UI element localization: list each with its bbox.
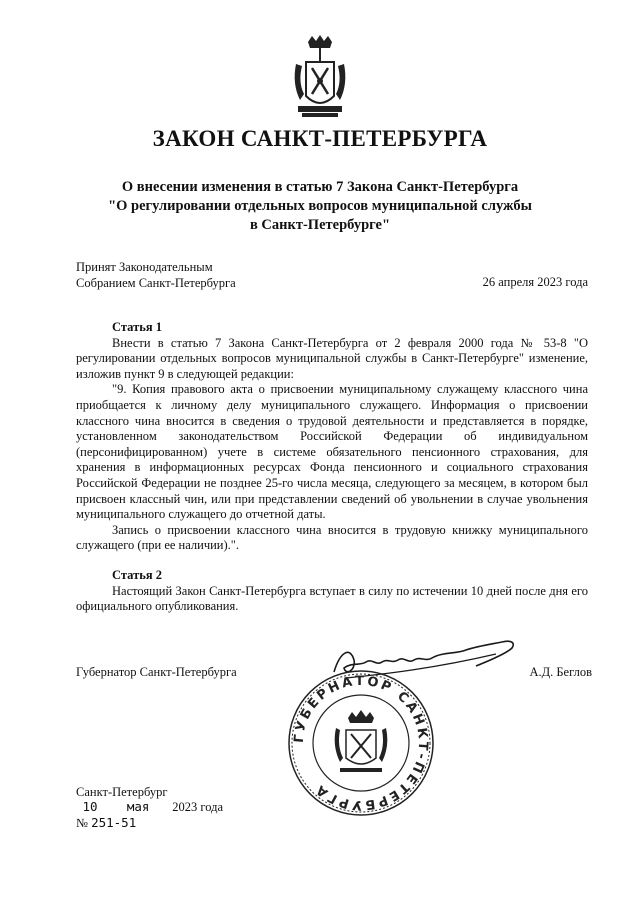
governor-name: А.Д. Беглов	[529, 665, 592, 679]
article-2-heading: Статья 2	[112, 567, 162, 582]
document-title: ЗАКОН САНКТ-ПЕТЕРБУРГА	[152, 126, 488, 151]
signing-year: 2023 года	[172, 800, 223, 814]
article-2-text: Настоящий Закон Санкт-Петербурга вступает в силу по истечении 10 дней после дня его официального опубликования.	[76, 583, 588, 614]
article-1-intro: Внести в статью 7 Закона Санкт-Петербурга от 2 февраля 2000 года № 53-8 "О регулировании отдельных вопросов муниципальной службы в Санкт-Петербурге" изменение, изложив пункт 9 в следующей редакции:	[76, 335, 588, 381]
article-1-paragraph-2: Запись о присвоении классного чина вносится в трудовую книжку муниципального служащего (при ее наличии).".	[76, 522, 588, 553]
signing-month: мая	[126, 799, 150, 814]
signing-date	[76, 799, 223, 815]
document-subtitle	[80, 178, 560, 235]
subtitle-line: в Санкт-Петербурге"	[249, 217, 391, 233]
article-1-paragraph-1: "9. Копия правового акта о присвоении муниципальному служащему классного чина приобщается к личному делу муниципального служащего. Информация о присвоении классного чина вносится в сведения о трудовой деятельности и представляется в порядке, установленном законодательством Российской Федерации об индивидуальном (персонифицированном) учете в системе обязательного пенсионного страхования, для хранения в информационных ресурсах Фонда пенсионного и социального страхования Российской Федерации не позднее 25-го числа месяца, следующего за месяцем, в котором был присвоен классный чин, или при представлении сведений об увольнении в случае увольнения муниципального служащего до отчетной даты.	[76, 382, 588, 522]
subtitle-line: "О регулировании отдельных вопросов муниципальной службы	[108, 198, 532, 214]
adopted-by-line: Принят Законодательным	[76, 260, 213, 274]
law-number-prefix: №	[76, 816, 88, 830]
signing-city: Санкт-Петербург	[76, 785, 168, 799]
adopted-date: 26 апреля 2023 года	[482, 275, 588, 289]
adopted-by	[76, 259, 236, 291]
signing-day: 10	[82, 799, 98, 814]
adopted-by-line: Собранием Санкт-Петербурга	[76, 276, 236, 290]
governor-title: Губернатор Санкт-Петербурга	[76, 665, 237, 679]
official-seal	[286, 668, 436, 818]
coat-of-arms-emblem	[290, 34, 350, 120]
article-1-heading: Статья 1	[112, 320, 162, 334]
subtitle-line: О внесении изменения в статью 7 Закона Санкт-Петербурга	[121, 179, 519, 195]
law-number	[76, 815, 136, 831]
seal-text: ГУБЕРНАТОР САНКТ-ПЕТЕРБУРГА	[291, 673, 431, 813]
law-number-value: 251-51	[91, 815, 137, 830]
law-body	[76, 320, 588, 615]
